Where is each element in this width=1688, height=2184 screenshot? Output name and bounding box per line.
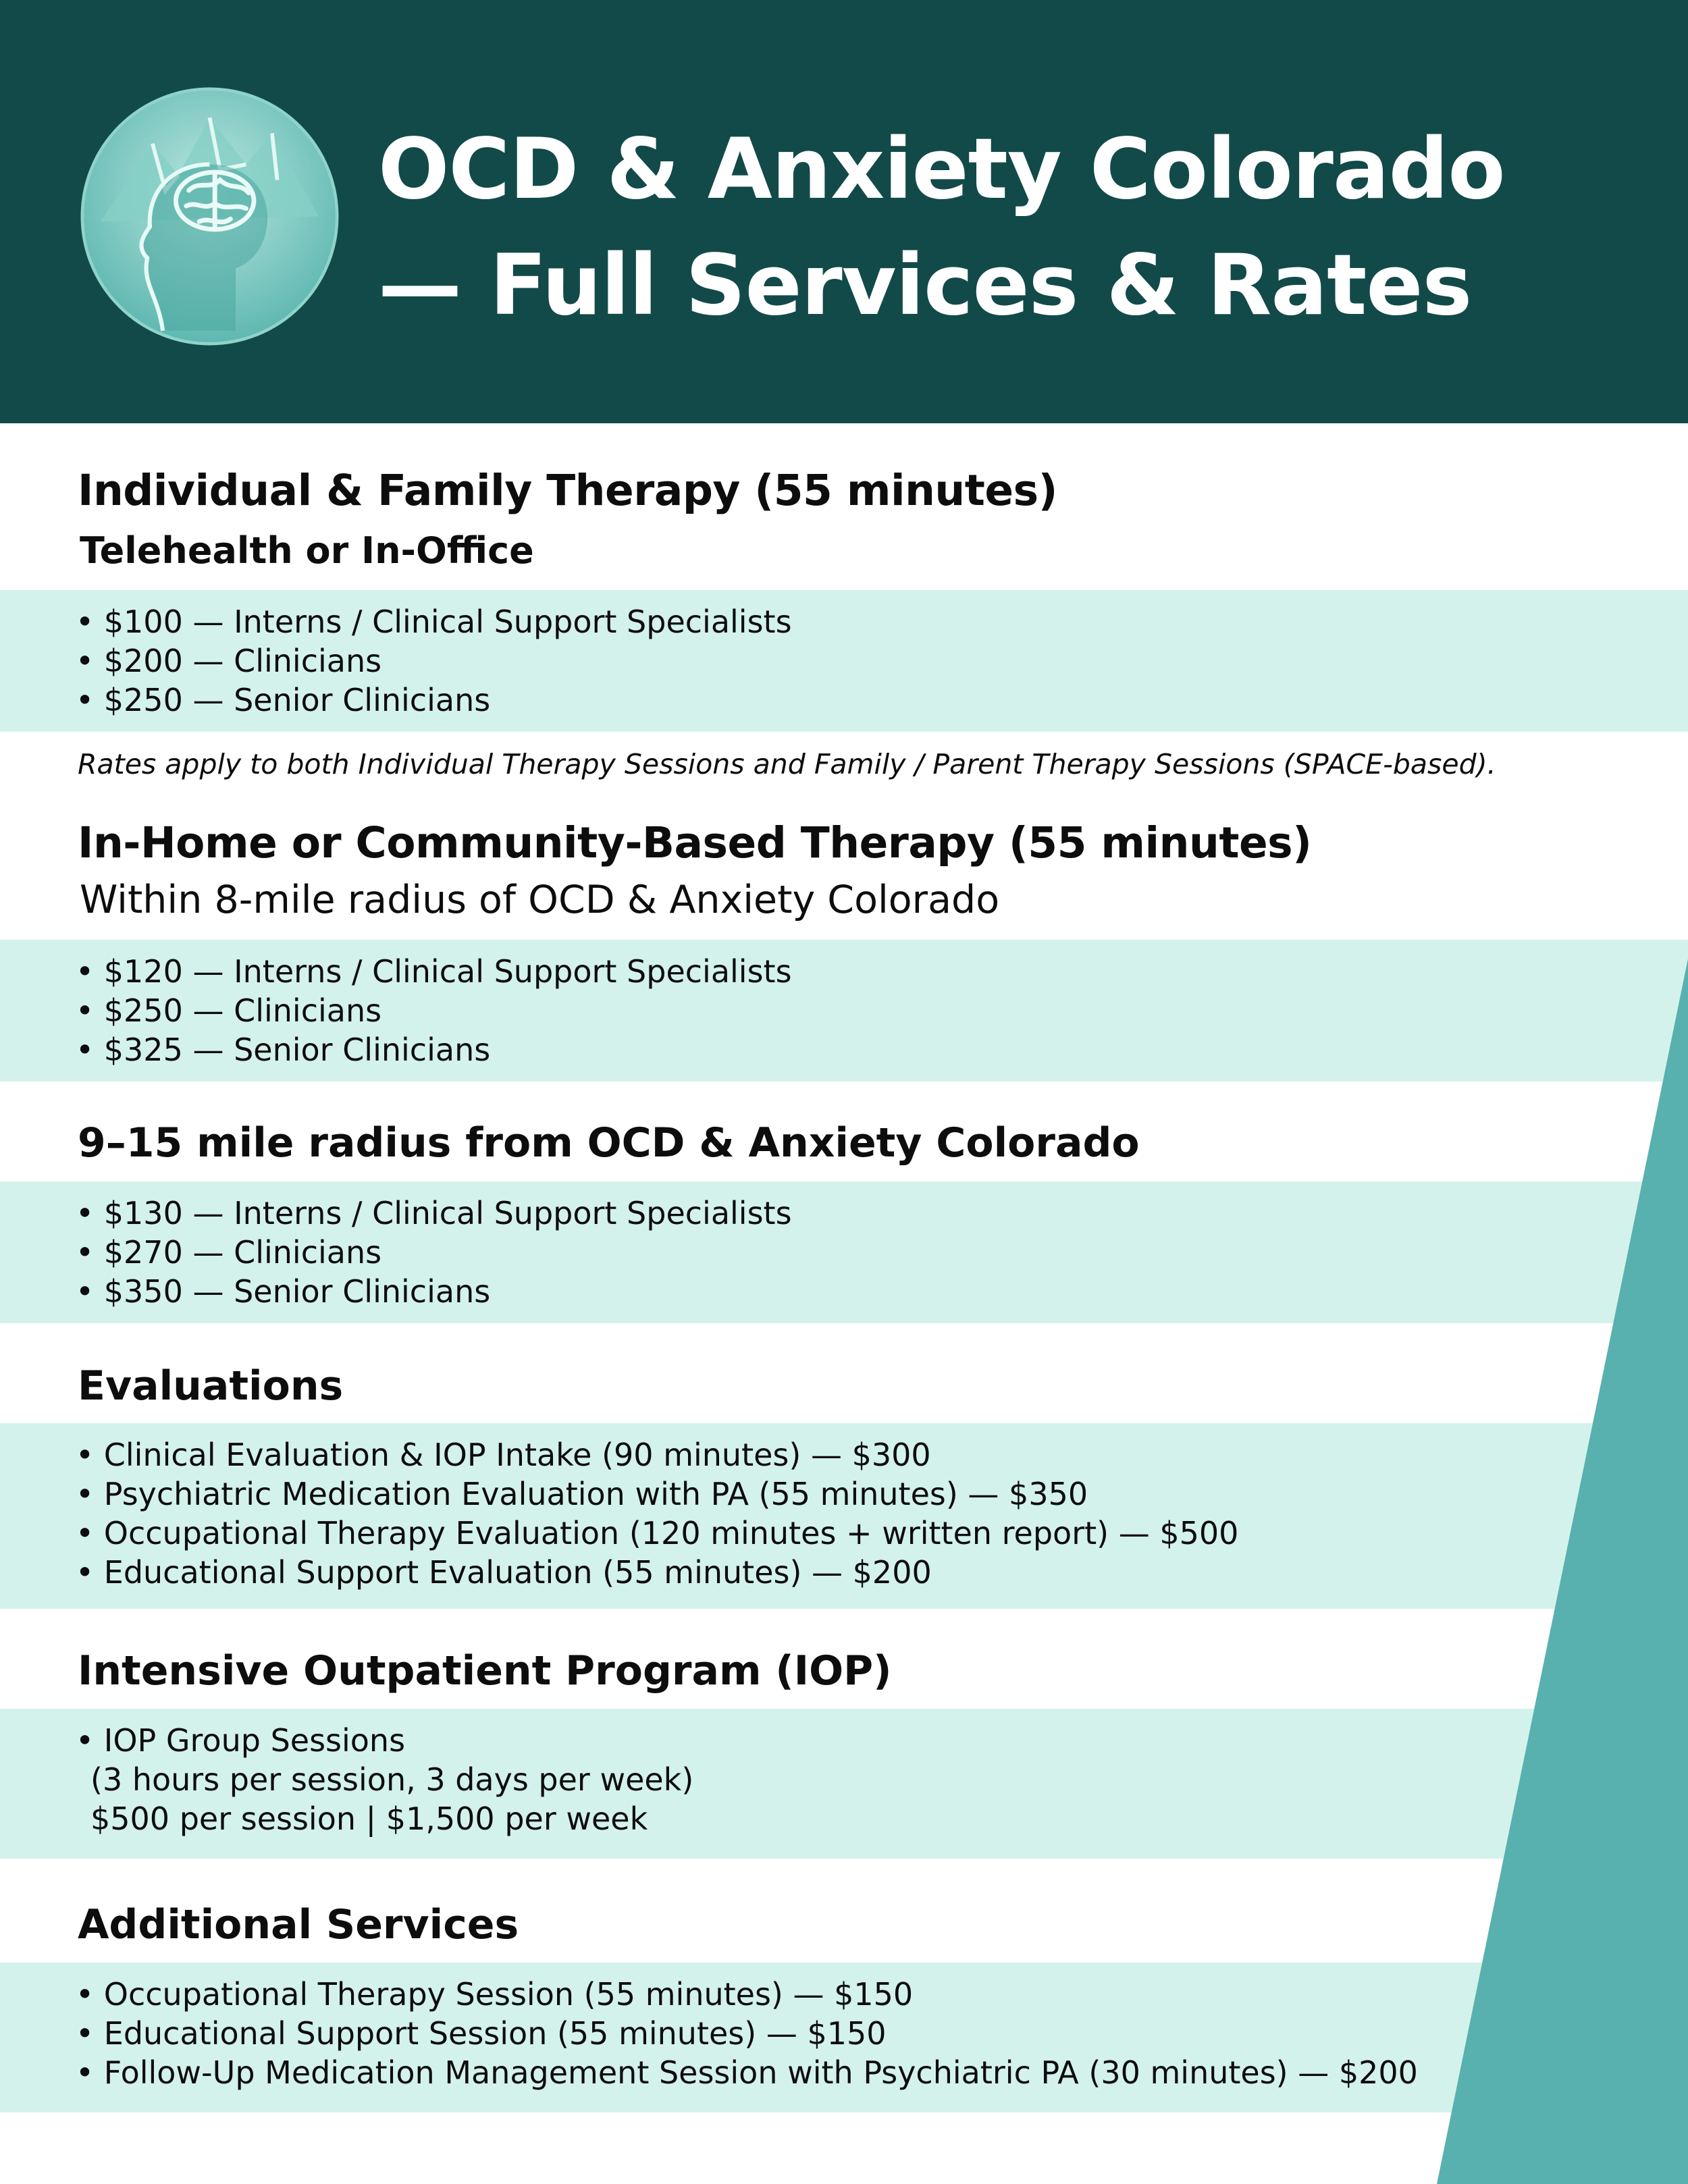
inhome-therapy-subheading: Within 8-mile radius of OCD & Anxiety Colorado (80, 878, 1000, 922)
list-item: • $325 — Senior Clinicians (76, 1030, 792, 1069)
page-header (0, 0, 1688, 423)
list-item: • $350 — Senior Clinicians (76, 1272, 792, 1311)
title-line-2: — Full Services & Rates (378, 237, 1472, 334)
inhome-rates-list (76, 952, 792, 1069)
iop-item-schedule: (3 hours per session, 3 days per week) (90, 1761, 694, 1798)
list-item: • $250 — Senior Clinicians (76, 681, 792, 720)
additional-list (76, 1975, 1418, 2092)
page-title (378, 111, 1661, 344)
evaluations-heading: Evaluations (78, 1362, 344, 1410)
iop-item-price: $500 per session | $1,500 per week (90, 1801, 648, 1837)
additional-heading: Additional Services (78, 1901, 519, 1948)
list-item (76, 1721, 693, 1838)
individual-rates-list (76, 602, 792, 720)
rates-note: Rates apply to both Individual Therapy Sessions and Family / Parent Therapy Sessions (SPACE-based). (78, 748, 1496, 780)
iop-item-title: IOP Group Sessions (103, 1722, 406, 1759)
list-item: • Occupational Therapy Evaluation (120 minutes + written report) — $500 (76, 1514, 1238, 1553)
individual-therapy-subheading: Telehealth or In-Office (80, 529, 534, 572)
brain-mountain-logo-icon (80, 86, 340, 346)
list-item: • Psychiatric Medication Evaluation with PA (55 minutes) — $350 (76, 1474, 1238, 1514)
list-item: • Educational Support Evaluation (55 minutes) — $200 (76, 1553, 1238, 1592)
list-item: • Educational Support Session (55 minutes) — $150 (76, 2014, 1418, 2053)
title-line-1: OCD & Anxiety Colorado (378, 121, 1505, 218)
radius-rates-list (76, 1194, 792, 1311)
radius-heading: 9–15 mile radius from OCD & Anxiety Colorado (78, 1119, 1140, 1167)
list-item: • $250 — Clinicians (76, 991, 792, 1030)
list-item: • $100 — Interns / Clinical Support Specialists (76, 602, 792, 641)
evaluations-list (76, 1435, 1238, 1592)
iop-list (76, 1721, 693, 1838)
list-item: • $270 — Clinicians (76, 1233, 792, 1272)
list-item: • $130 — Interns / Clinical Support Specialists (76, 1194, 792, 1233)
list-item: • $120 — Interns / Clinical Support Specialists (76, 952, 792, 991)
individual-therapy-heading: Individual & Family Therapy (55 minutes) (78, 466, 1057, 515)
list-item: • $200 — Clinicians (76, 641, 792, 681)
iop-heading: Intensive Outpatient Program (IOP) (78, 1647, 892, 1695)
list-item: • Follow-Up Medication Management Session with Psychiatric PA (30 minutes) — $200 (76, 2053, 1418, 2092)
inhome-therapy-heading: In-Home or Community-Based Therapy (55 minutes) (78, 818, 1312, 868)
list-item: • Occupational Therapy Session (55 minutes) — $150 (76, 1975, 1418, 2014)
list-item: • Clinical Evaluation & IOP Intake (90 minutes) — $300 (76, 1435, 1238, 1474)
